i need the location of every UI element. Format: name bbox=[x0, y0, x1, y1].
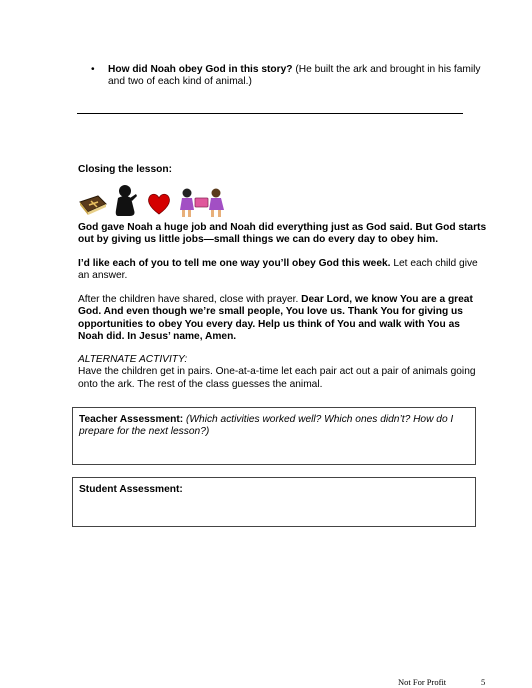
page-number: 5 bbox=[481, 677, 486, 687]
teacher-assessment-label: Teacher Assessment: bbox=[79, 414, 184, 425]
closing-paragraph-1 bbox=[78, 222, 488, 247]
closing-heading: Closing the lesson: bbox=[78, 164, 172, 175]
closing-paragraph-3 bbox=[78, 294, 488, 344]
closing-prayer-text: Dear Lord, we know You are a great God. And even though we’re small people, You love us. Thank You for giving us opportunities to obey You every day. Help us think of You and walk with You as Noah did. In Jesus’ name, Amen. bbox=[78, 294, 473, 343]
teacher-assessment-content bbox=[79, 414, 469, 439]
heart-icon bbox=[146, 192, 172, 216]
bible-icon bbox=[78, 188, 108, 218]
teacher-assessment-prompt: (Which activities worked well? Which ones didn’t? How do I prepare for the next lesson?) bbox=[79, 414, 454, 438]
student-assessment-box[interactable] bbox=[72, 477, 476, 527]
praying-child-icon bbox=[112, 184, 142, 218]
closing-icons bbox=[78, 184, 238, 220]
children-sharing-icon bbox=[178, 186, 226, 220]
closing-paragraph-2-rest: Let each child give an answer. bbox=[78, 258, 478, 282]
bullet-question-text: How did Noah obey God in this story? bbox=[108, 64, 293, 75]
closing-paragraph-2 bbox=[78, 258, 488, 283]
bullet-symbol: • bbox=[91, 64, 95, 75]
alternate-activity-body: Have the children get in pairs. One-at-a-time let each pair act out a pair of animals going onto the ark. The rest of the class guesses the animal. bbox=[78, 366, 476, 390]
student-assessment-content bbox=[79, 484, 469, 496]
footer-note: Not For Profit bbox=[398, 677, 447, 687]
alternate-activity bbox=[78, 354, 488, 391]
student-assessment-label: Student Assessment: bbox=[79, 484, 183, 495]
teacher-assessment-box[interactable] bbox=[72, 407, 476, 465]
closing-paragraph-1-text: God gave Noah a huge job and Noah did everything just as God said. But God starts out by giving us little jobs—small things we can do every day to obey him. bbox=[78, 222, 487, 246]
horizontal-rule bbox=[77, 113, 463, 114]
closing-paragraph-3-plain: After the children have shared, close with prayer. bbox=[78, 294, 302, 305]
closing-paragraph-2-bold: I’d like each of you to tell me one way you’ll obey God this week. bbox=[78, 258, 391, 269]
bullet-answer-text: (He built the ark and brought in his family and two of each kind of animal.) bbox=[108, 64, 481, 88]
alternate-activity-heading: ALTERNATE ACTIVITY: bbox=[78, 354, 188, 365]
bullet-text bbox=[108, 64, 488, 89]
